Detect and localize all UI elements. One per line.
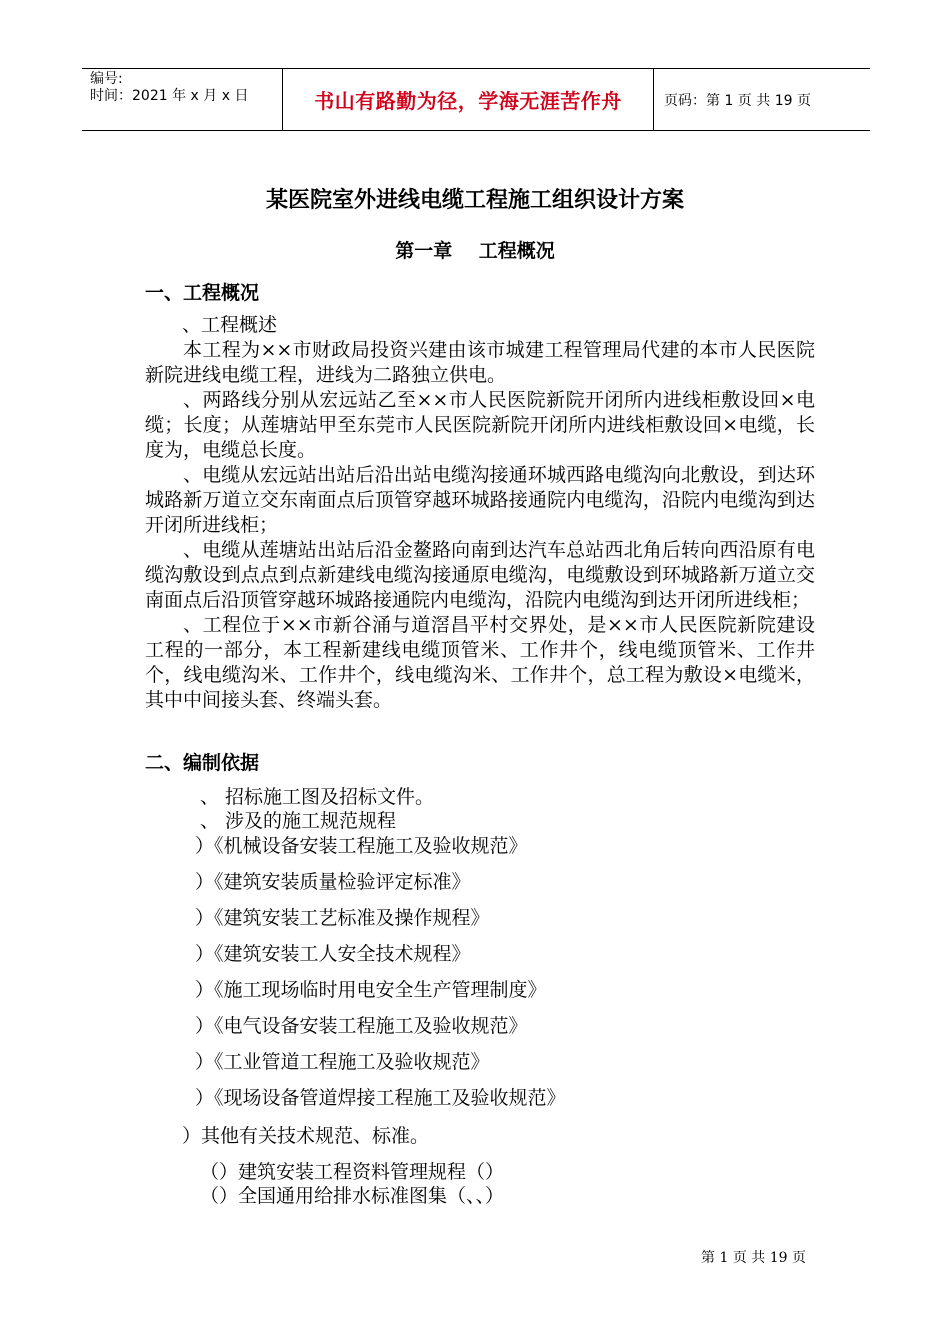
basis-item: ）《建筑安装工艺标准及操作规程》 (195, 907, 490, 929)
chapter-heading: 第一章 工程概况 (395, 240, 555, 262)
paragraph: 本工程为××市财政局投资兴建由该市城建工程管理局代建的本市人民医院新院进线电缆工程，进线为二路独立供电。 (145, 339, 815, 386)
basis-item: ）《机械设备安装工程施工及验收规范》 (195, 835, 528, 857)
header-meta (82, 69, 282, 130)
basis-item: ）《电气设备安装工程施工及验收规范》 (195, 1015, 528, 1037)
header-motto-cell (282, 69, 654, 130)
basis-item: （）全国通用给排水标准图集（、、） (200, 1185, 505, 1207)
basis-item: 、 涉及的施工规范规程 (200, 810, 397, 832)
section-overview-body (145, 313, 815, 713)
header-motto: 书山有路勤为径，学海无涯苦作舟 (314, 89, 622, 113)
header-number: 编号: (90, 71, 123, 87)
basis-item: ）《工业管道工程施工及验收规范》 (195, 1051, 490, 1073)
basis-item: （）建筑安装工程资料管理规程（） (200, 1161, 505, 1183)
header-time: 时间：2021 年 x 月 x 日 (90, 88, 249, 104)
paragraph: 、电缆从莲塘站出站后沿金鳌路向南到达汽车总站西北角后转向西沿原有电缆沟敷设到点点到点新建线电缆沟接通原电缆沟，电缆敷设到环城路新万道立交南面点后沿顶管穿越环城路接通院内电缆沟，沿院内电缆沟到达开闭所进线柜； (145, 539, 815, 611)
section-heading-overview: 一、工程概况 (145, 282, 260, 304)
basis-item: ）《现场设备管道焊接工程施工及验收规范》 (195, 1087, 566, 1109)
basis-item: 、 招标施工图及招标文件。 (200, 786, 435, 808)
basis-item: ）《建筑安装质量检验评定标准》 (195, 871, 471, 893)
paragraph: 、两路线分别从宏远站乙至××市人民医院新院开闭所内进线柜敷设回×电缆；长度；从莲塘站甲至东莞市人民医院新院开闭所内进线柜敷设回×电缆，长度为，电缆总长度。 (145, 389, 815, 461)
basis-item: ）《建筑安装工人安全技术规程》 (195, 943, 471, 965)
paragraph: 、电缆从宏远站出站后沿出站电缆沟接通环城西路电缆沟向北敷设，到达环城路新万道立交东南面点后顶管穿越环城路接通院内电缆沟，沿院内电缆沟到达开闭所进线柜； (145, 464, 815, 536)
basis-item: ）《施工现场临时用电安全生产管理制度》 (195, 979, 547, 1001)
page-header (82, 68, 870, 131)
header-page-code: 页码：第 1 页 共 19 页 (664, 92, 811, 109)
document-title: 某医院室外进线电缆工程施工组织设计方案 (265, 188, 684, 213)
basis-item: ）其他有关技术规范、标准。 (182, 1125, 430, 1147)
section-heading-basis: 二、编制依据 (145, 752, 260, 774)
paragraph: 、工程概述 (182, 314, 278, 336)
page-footer: 第 1 页 共 19 页 (701, 1250, 806, 1266)
paragraph: 、工程位于××市新谷涌与道滘昌平村交界处，是××市人民医院新院建设工程的一部分，本工程新建线电缆顶管米、工作井个，线电缆顶管米、工作井个，线电缆沟米、工作井个，线电缆沟米、工作井个，总工程为敷设×电缆米，其中中间接头套、终端头套。 (145, 614, 815, 711)
